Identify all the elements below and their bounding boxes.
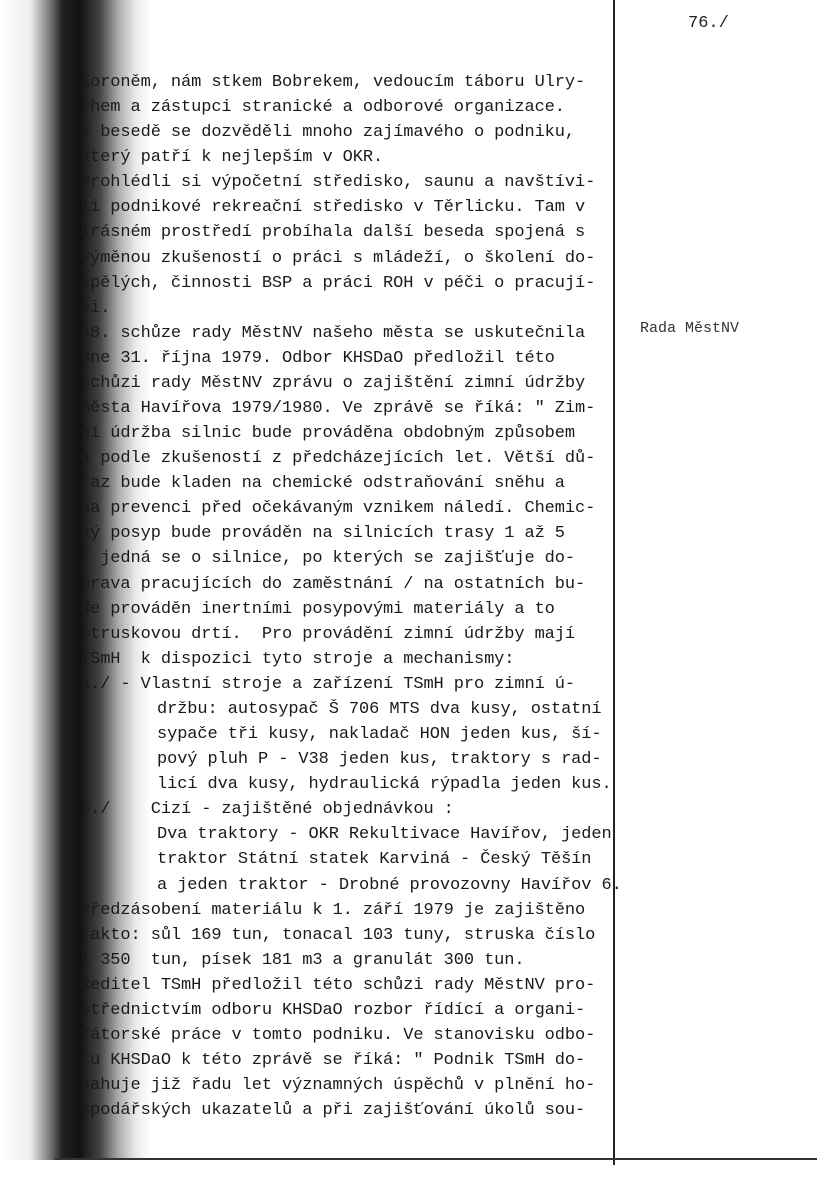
text-line: a./ - Vlastní stroje a zařízení TSmH pro zimní ú- — [80, 674, 575, 694]
text-line: b./ Cizí - zajištěné objednávkou : — [80, 800, 454, 820]
text-line: traktor Státní statek Karviná - Český Těšín — [157, 850, 592, 870]
text-line: pový pluh P - V38 jeden kus, traktory s rad- — [157, 750, 602, 770]
text-line: Prohlédli si výpočetní středisko, saunu a navštívi- — [80, 173, 596, 193]
text-line: licí dva kusy, hydraulická rýpadla jeden kus. — [157, 775, 612, 795]
text-line: sypače tři kusy, nakladač HON jeden kus, ší- — [157, 725, 602, 745]
text-line: li podnikové rekreační středisko v Těrlicku. Tam v — [80, 198, 586, 218]
text-line: ký posyp bude prováděn na silnicích trasy 1 až 5 — [80, 524, 565, 544]
text-line: ci. — [80, 298, 111, 318]
text-line: spělých, činnosti BSP a práci ROH v péči o pracují- — [80, 273, 596, 293]
text-line: struskovou drtí. Pro provádění zimní údržby mají — [80, 624, 575, 644]
text-line: de prováděn inertními posypovými materiály a to — [80, 599, 555, 619]
text-line: Ředitel TSmH předložil této schůzi rady MěstNV pro- — [80, 975, 596, 995]
margin-note: Rada MěstNV — [640, 320, 740, 337]
text-line: sahuje již řadu let významných úspěchů v plnění ho- — [80, 1076, 596, 1096]
text-line: zátorské práce v tomto podniku. Ve stanovisku odbo- — [80, 1025, 596, 1045]
document-body — [80, 70, 620, 1123]
text-line: a jeden traktor - Drobné provozovny Havířov 6. — [157, 875, 622, 895]
text-line: Koroněm, nám stkem Bobrekem, vedoucím táboru Ulry- — [80, 73, 586, 92]
text-line: chem a zástupci stranické a odborové organizace. — [80, 98, 565, 118]
text-line: držbu: autosypač Š 706 MTS dva kusy, ostatní — [157, 699, 602, 719]
text-line: krásném prostředí probíhala další beseda spojená s — [80, 223, 586, 243]
text-line: který patří k nejlepším v OKR. — [80, 148, 384, 168]
text-line: Dva traktory - OKR Rekultivace Havířov, jeden — [157, 825, 612, 845]
text-line: Předzásobení materiálu k 1. září 1979 je zajištěno — [80, 900, 586, 920]
text-line: prava pracujících do zaměstnání / na ostatních bu- — [80, 574, 586, 594]
text-line: střednictvím odboru KHSDaO rozbor řídící a organi- — [80, 1000, 586, 1020]
text-line: TSmH k dispozici tyto stroje a mechanismy: — [80, 649, 515, 669]
text-line: ní údržba silnic bude prováděna obdobným způsobem — [80, 424, 575, 444]
text-line: spodářských ukazatelů a při zajišťování úkolů sou- — [80, 1101, 586, 1121]
text-line: na prevenci před očekávaným vznikem náledí. Chemic- — [80, 499, 596, 519]
text-line: dne 31. října 1979. Odbor KHSDaO předložil této — [80, 348, 555, 368]
text-line: raz bude kladen na chemické odstraňování sněhu a — [80, 474, 565, 494]
text-line: 48. schůze rady MěstNV našeho města se uskutečnila — [80, 323, 586, 343]
text-line: / jedná se o silnice, po kterých se zajišťuje do- — [80, 549, 575, 569]
text-line: takto: sůl 169 tun, tonacal 103 tuny, struska číslo — [80, 925, 596, 945]
text-line: schůzi rady MěstNV zprávu o zajištění zimní údržby — [80, 373, 586, 393]
text-line: města Havířova 1979/1980. Ve zprávě se říká: " Zim- — [80, 399, 596, 419]
text-line: 1 350 tun, písek 181 m3 a granulát 300 tun. — [80, 950, 525, 970]
page-bottom-edge — [55, 1158, 817, 1160]
page-number: 76./ — [688, 14, 729, 33]
text-line: a podle zkušeností z předcházejících let. Větší dů- — [80, 449, 596, 469]
text-line: výměnou zkušeností o práci s mládeží, o školení do- — [80, 248, 596, 268]
text-line: ru KHSDaO k této zprávě se říká: " Podnik TSmH do- — [80, 1051, 586, 1071]
text-line: v besedě se dozvěděli mnoho zajímavého o podniku, — [80, 123, 575, 143]
